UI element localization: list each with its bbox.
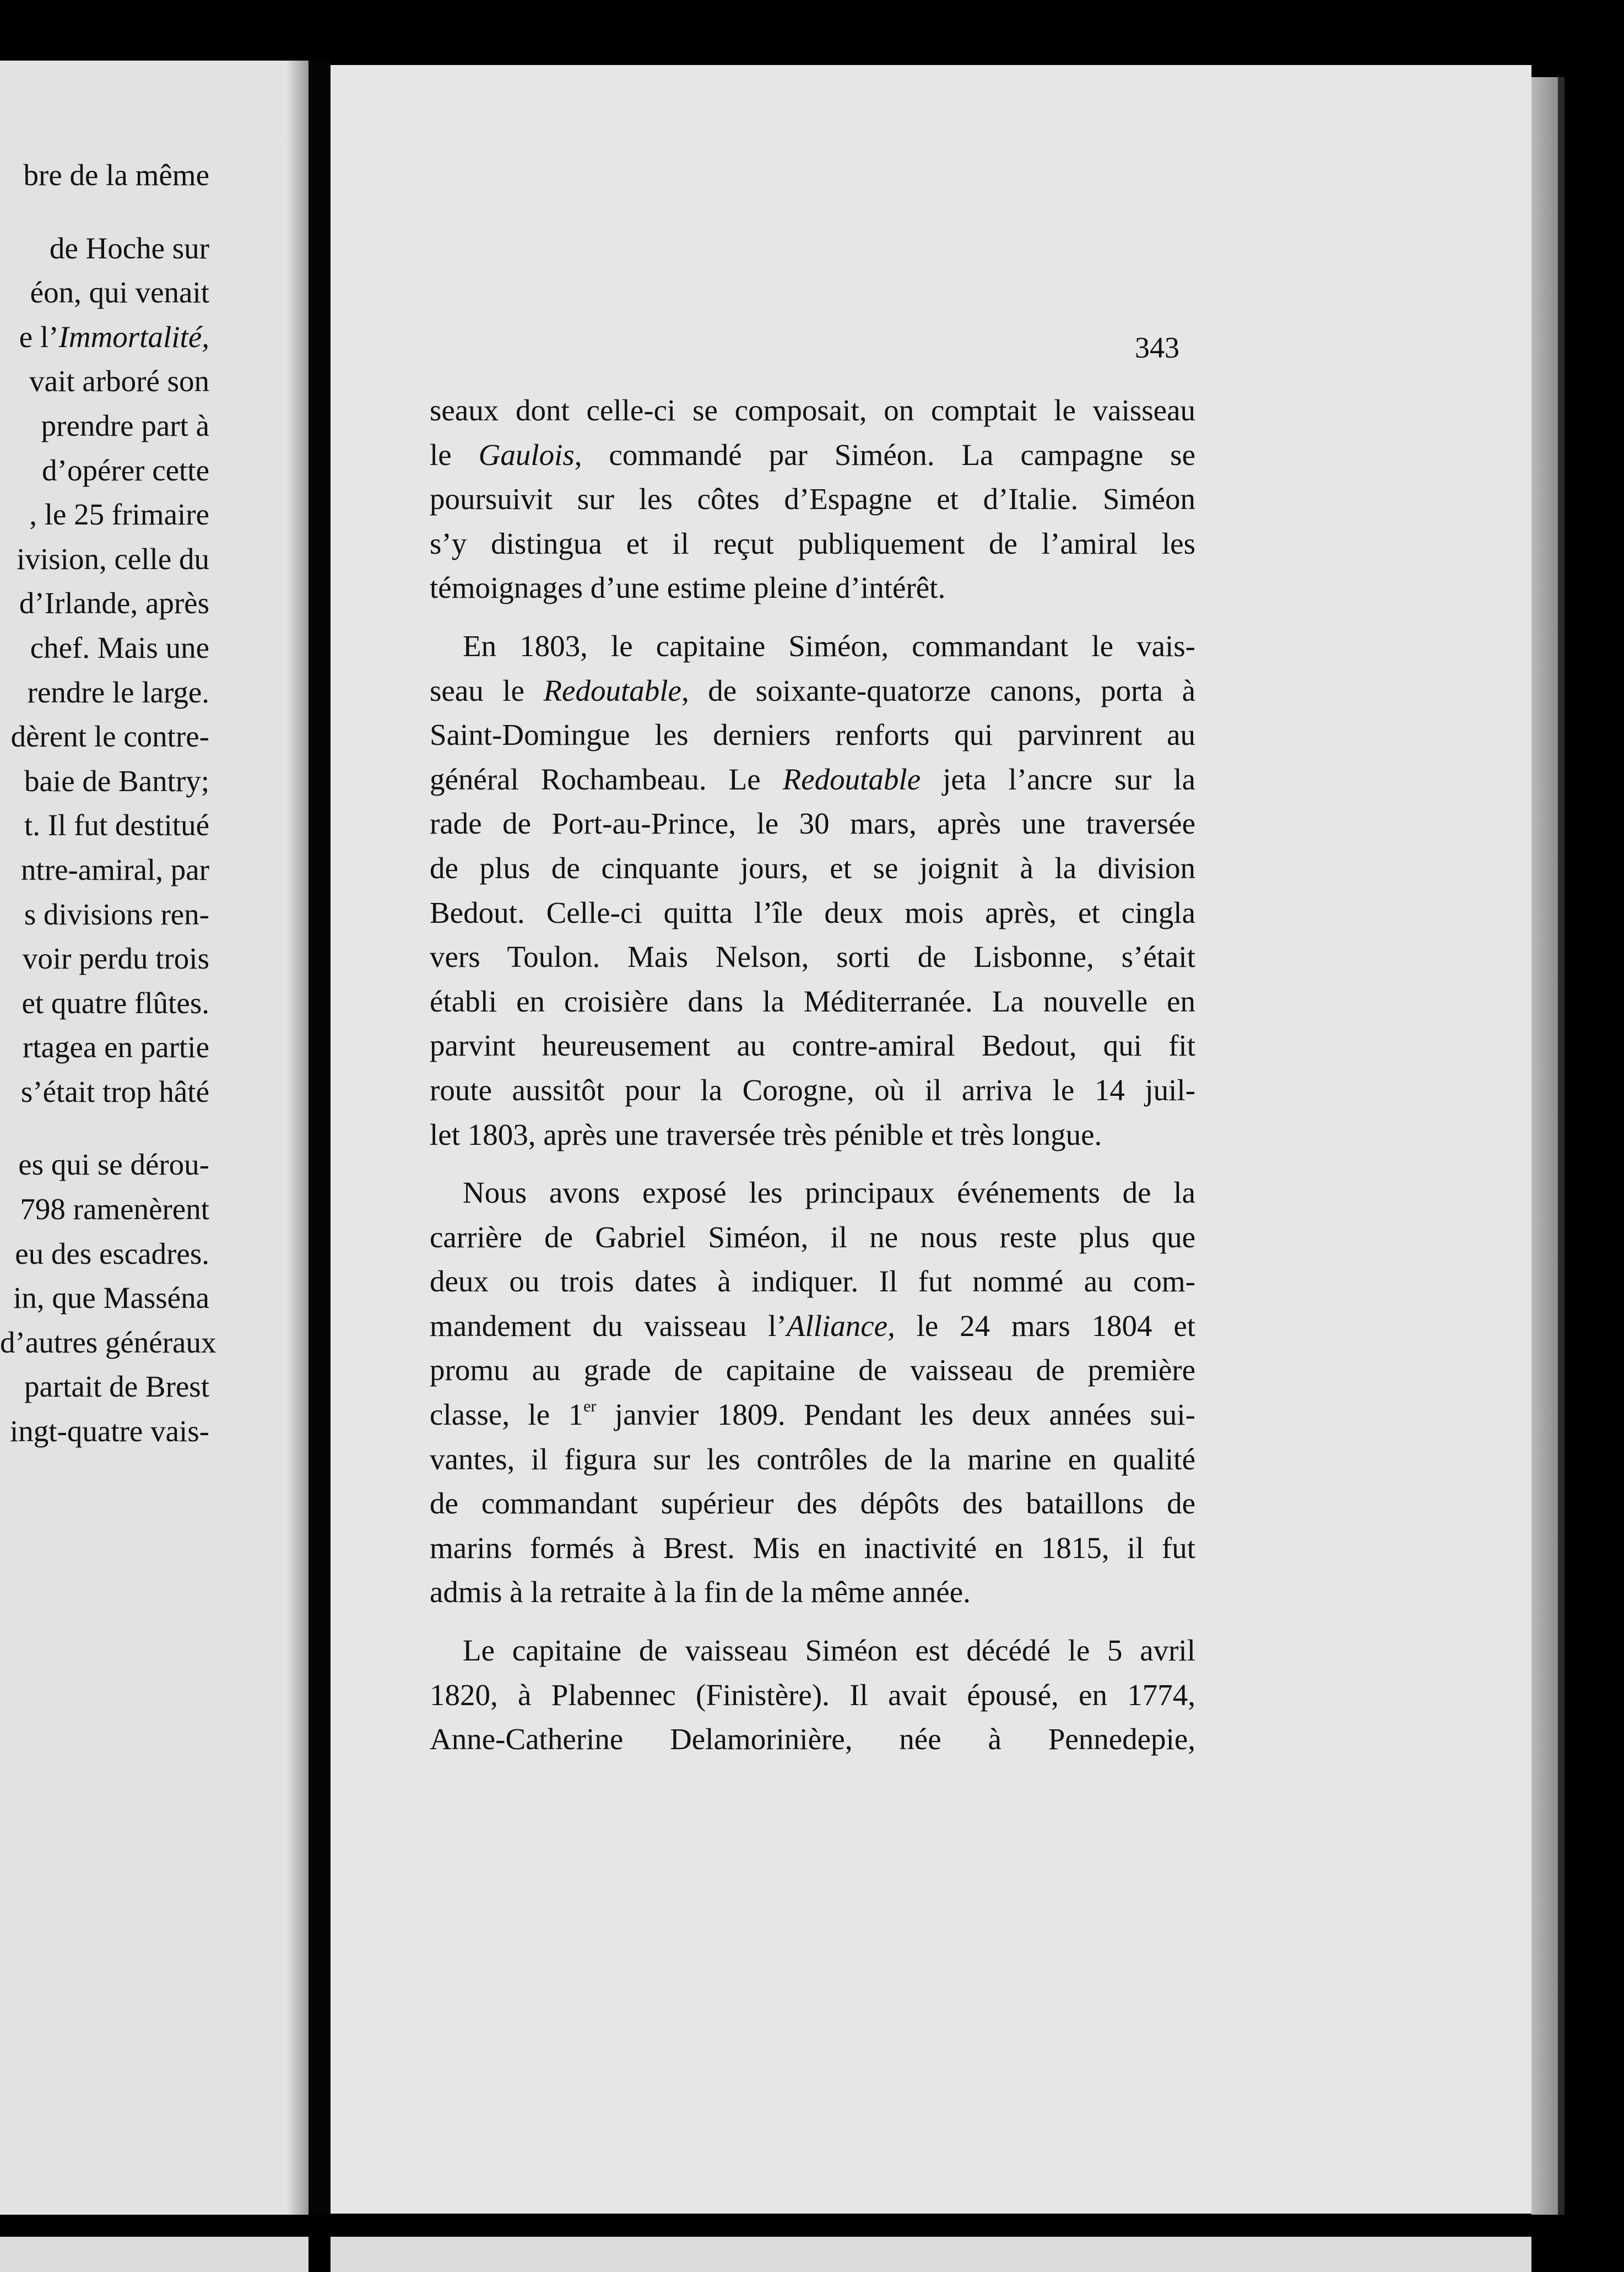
- text-run: de commandant supérieur des dépôts des bataillons de: [430, 1486, 1195, 1521]
- text-run: s’était trop hâté: [20, 1074, 209, 1108]
- cropped-text-line: [0, 315, 209, 360]
- cropped-text-line: [0, 1365, 209, 1409]
- text-run: ingt-quatre vais-: [10, 1414, 209, 1448]
- cropped-text-line: [0, 848, 209, 892]
- text-run: classe, le 1: [430, 1398, 584, 1432]
- cropped-text-line: [0, 670, 209, 715]
- text-run: Le capitaine de vaisseau Siméon est décédé le 5 avril: [463, 1633, 1195, 1668]
- cropped-text-line: [0, 715, 209, 759]
- text-line: [430, 1259, 1195, 1304]
- italic-title: Redoutable: [782, 762, 921, 796]
- text-line: [430, 477, 1195, 522]
- text-line: [430, 1673, 1195, 1718]
- left-page-bottom-edge: [0, 2237, 308, 2272]
- text-line: [430, 1437, 1195, 1482]
- text-run: Saint-Domingue les derniers renforts qui parvinrent au: [430, 718, 1195, 752]
- text-line: [430, 1570, 1195, 1615]
- text-run: et quatre flûtes.: [21, 986, 209, 1020]
- text-run: le 24 mars 1804 et: [895, 1308, 1196, 1343]
- text-run: éon, qui venait: [30, 275, 209, 310]
- text-line: [430, 1526, 1195, 1571]
- book-gutter: [308, 61, 331, 2215]
- text-line: [430, 935, 1195, 980]
- text-line: [430, 891, 1195, 935]
- text-run: t. Il fut destitué: [24, 808, 209, 842]
- text-run: bre de la même: [23, 158, 209, 192]
- cropped-text-line: [0, 448, 209, 493]
- superscript: er: [583, 1397, 597, 1416]
- text-run: route aussitôt pour la Corogne, où il arriva le 14 juil-: [430, 1073, 1195, 1107]
- cropped-text-line: [0, 1232, 209, 1276]
- text-run: En 1803, le capitaine Siméon, commandant le vais-: [463, 629, 1195, 663]
- text-line: [430, 669, 1195, 713]
- cropped-text-line: [0, 537, 209, 582]
- text-line: [430, 758, 1195, 802]
- text-run: d’Irlande, après: [19, 586, 209, 620]
- italic-title: Alliance,: [786, 1308, 895, 1343]
- cropped-text-line: [0, 271, 209, 315]
- text-run: seau le: [430, 673, 544, 707]
- text-run: , commandé par Siméon. La campagne se: [574, 437, 1195, 472]
- cropped-text-line: [0, 937, 209, 981]
- text-run: eu des escadres.: [15, 1236, 209, 1270]
- left-page-fragment: [0, 61, 308, 2215]
- text-line: [430, 713, 1195, 758]
- text-line: [430, 1024, 1195, 1068]
- left-page-curvature-shade: [286, 61, 308, 2215]
- text-run: s divisions ren-: [24, 897, 209, 931]
- text-run: de plus de cinquante jours, et se joignit à la division: [430, 851, 1195, 885]
- cropped-text-line: [0, 803, 209, 848]
- text-run: admis à la retraite à la fin de la même année.: [430, 1575, 971, 1609]
- text-run: Bedout. Celle-ci quitta l’île deux mois après, et cingla: [430, 895, 1195, 929]
- text-run: jeta l’ancre sur la: [921, 762, 1195, 796]
- text-line: [430, 1215, 1195, 1260]
- text-run: in, que Masséna: [13, 1281, 209, 1315]
- text-line: [430, 1717, 1195, 1762]
- text-run: chef. Mais une: [30, 630, 209, 664]
- text-run: vers Toulon. Mais Nelson, sorti de Lisbonne, s’était: [430, 940, 1195, 974]
- text-run: prendre part à: [41, 408, 209, 442]
- text-run: poursuivit sur les côtes d’Espagne et d’Italie. Siméon: [430, 482, 1195, 516]
- paragraph-gap: [430, 1615, 1195, 1629]
- scan-bottom-border: [0, 2215, 1624, 2272]
- cropped-text-line: [0, 1070, 209, 1115]
- text-line: [430, 522, 1195, 566]
- text-run: let 1803, après une traversée très pénible et très longue.: [430, 1117, 1102, 1151]
- text-run: es qui se dérou-: [18, 1148, 209, 1182]
- text-run: s’y distingua et il reçut publiquement de l’amiral les: [430, 526, 1195, 560]
- text-run: deux ou trois dates à indiquer. Il fut nommé au com-: [430, 1264, 1195, 1299]
- paragraph-gap: [430, 1157, 1195, 1171]
- text-line: [430, 846, 1195, 891]
- cropped-text-line: [0, 1409, 209, 1454]
- text-run: parvint heureusement au contre-amiral Bedout, qui fit: [430, 1029, 1195, 1063]
- text-run: partait de Brest: [24, 1370, 209, 1404]
- cropped-text-line: [0, 404, 209, 448]
- text-line: [430, 1113, 1195, 1157]
- text-run: , le 25 frimaire: [29, 497, 209, 532]
- text-run: carrière de Gabriel Siméon, il ne nous reste plus que: [430, 1220, 1195, 1254]
- text-run: rtagea en partie: [23, 1030, 209, 1064]
- cropped-text-line: [0, 153, 209, 198]
- text-run: 798 ramenèrent: [20, 1192, 209, 1226]
- text-run: vait arboré son: [29, 364, 209, 398]
- text-run: seaux dont celle-ci se composait, on comptait le vaisseau: [430, 393, 1195, 427]
- text-line: [430, 1393, 1195, 1437]
- italic-title: Redoutable: [543, 673, 681, 707]
- paragraph-gap: [0, 1114, 209, 1143]
- text-line: [430, 1304, 1195, 1349]
- text-line: [430, 1068, 1195, 1113]
- cropped-text-line: [0, 226, 209, 271]
- text-run: , de soixante-quatorze canons, porta à: [681, 673, 1195, 707]
- page-edge-shadow: [1558, 77, 1565, 2215]
- cropped-text-line: [0, 1321, 216, 1365]
- cropped-text-line: [0, 1143, 209, 1187]
- text-run: d’autres généraux: [0, 1325, 216, 1359]
- text-run: le: [430, 437, 479, 472]
- cropped-text-line: [0, 759, 209, 804]
- text-line: [430, 388, 1195, 433]
- cropped-text-line: [0, 626, 209, 670]
- paragraph-gap: [430, 610, 1195, 624]
- text-run: rade de Port-au-Prince, le 30 mars, après une traversée: [430, 807, 1195, 841]
- text-run: dèrent le contre-: [10, 720, 209, 754]
- text-run: janvier 1809. Pendant les deux années sui-: [596, 1398, 1195, 1432]
- text-run: e l’: [19, 320, 59, 354]
- text-line: [430, 1481, 1195, 1526]
- text-run: marins formés à Brest. Mis en inactivité en 1815, il fut: [430, 1530, 1195, 1565]
- text-line: [430, 566, 1195, 610]
- italic-title: Gaulois: [478, 437, 575, 472]
- cropped-text-line: [0, 892, 209, 937]
- text-run: Anne-Catherine Delamorinière, née à Pennedepie,: [430, 1722, 1195, 1756]
- text-run: promu au grade de capitaine de vaisseau de première: [430, 1353, 1195, 1387]
- text-run: vantes, il figura sur les contrôles de la marine en qualité: [430, 1442, 1195, 1476]
- cropped-text-line: [0, 1187, 209, 1232]
- text-run: voir perdu trois: [22, 942, 209, 976]
- page-number: 343: [1135, 331, 1179, 364]
- italic-title: Immortalité,: [58, 320, 209, 354]
- text-run: général Rochambeau. Le: [430, 762, 783, 796]
- text-line: [430, 980, 1195, 1024]
- text-run: établi en croisière dans la Méditerranée. La nouvelle en: [430, 984, 1195, 1018]
- text-run: ntre-amiral, par: [20, 852, 209, 886]
- cropped-text-line: [0, 1025, 209, 1070]
- text-run: baie de Bantry;: [24, 764, 209, 798]
- text-run: mandement du vaisseau l’: [430, 1308, 787, 1343]
- text-line: [430, 624, 1195, 669]
- main-body-text: [430, 388, 1195, 1762]
- text-line: [430, 802, 1195, 846]
- text-run: rendre le large.: [27, 675, 209, 709]
- scan-top-border: [0, 0, 1624, 61]
- cropped-text-line: [0, 359, 209, 404]
- text-line: [430, 1171, 1195, 1215]
- cropped-text-line: [0, 493, 209, 537]
- right-page-bottom-edge: [331, 2237, 1531, 2272]
- text-run: de Hoche sur: [49, 231, 209, 265]
- page-edge-stack: [1531, 77, 1558, 2215]
- cropped-text-line: [0, 981, 209, 1026]
- cropped-text-line: [0, 581, 209, 626]
- text-run: ivision, celle du: [17, 542, 209, 576]
- text-run: Nous avons exposé les principaux événements de la: [463, 1176, 1195, 1210]
- text-line: [430, 1348, 1195, 1393]
- text-run: témoignages d’une estime pleine d’intérêt.: [430, 571, 946, 605]
- cropped-text-line: [0, 1276, 209, 1321]
- text-run: d’opérer cette: [42, 453, 209, 487]
- text-run: 1820, à Plabennec (Finistère). Il avait épousé, en 1774,: [430, 1678, 1195, 1712]
- left-page-text: [0, 153, 216, 1454]
- text-line: [430, 433, 1195, 478]
- paragraph-gap: [0, 198, 209, 226]
- text-line: [430, 1629, 1195, 1673]
